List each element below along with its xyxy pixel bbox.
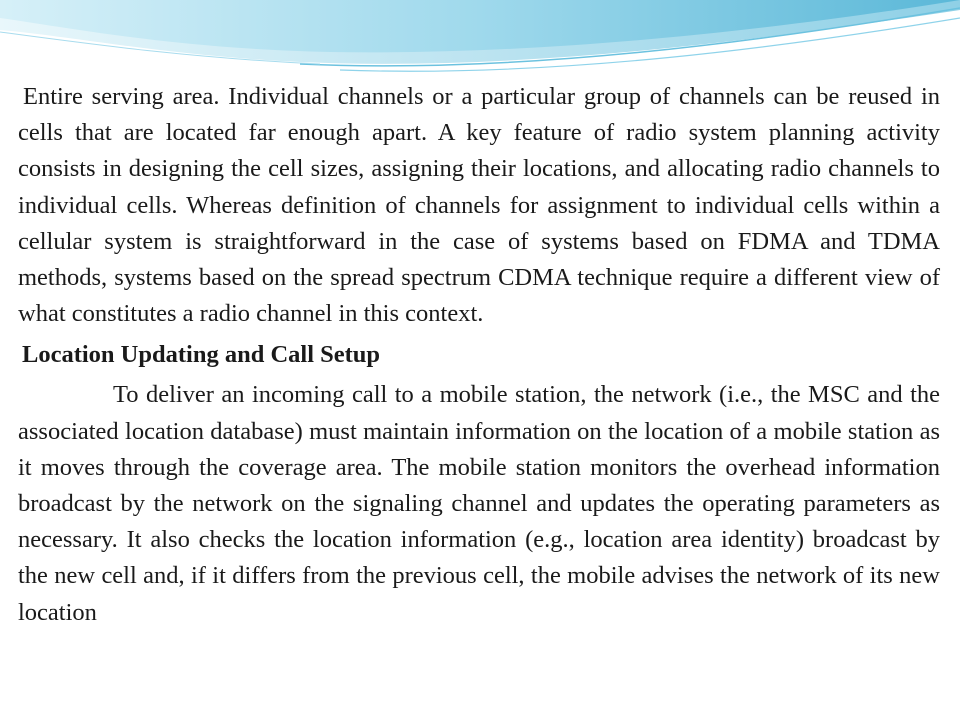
section-heading: Location Updating and Call Setup	[22, 341, 381, 369]
body-paragraph: To deliver an incoming call to a mobile station, the network (i.e., the MSC and the associated location database) must maintain information on the location of a mobile station as it moves through the coverage area. The mobile station monitors the overhead information broadcast by the network on the signaling channel and updates the operating parameters as necessary. It also checks the location information (e.g., location area identity) broadcast by the new cell and, if it differs from the previous cell, the mobile advises the network of its new location	[18, 381, 940, 626]
slide-content	[18, 79, 940, 631]
intro-paragraph: Entire serving area. Individual channels or a particular group of channels can be reused in cells that are located far enough apart. A key feature of radio system planning activity consists in designing the cell sizes, assigning their locations, and allocating radio channels to individual cells. Whereas definition of channels for assignment to individual cells within a cellular system is straightforward in the case of systems based on FDMA and TDMA methods, systems based on the spread spectrum CDMA technique require a different view of what constitutes a radio channel in this context.	[18, 83, 940, 328]
header-wave-decoration	[0, 0, 960, 90]
